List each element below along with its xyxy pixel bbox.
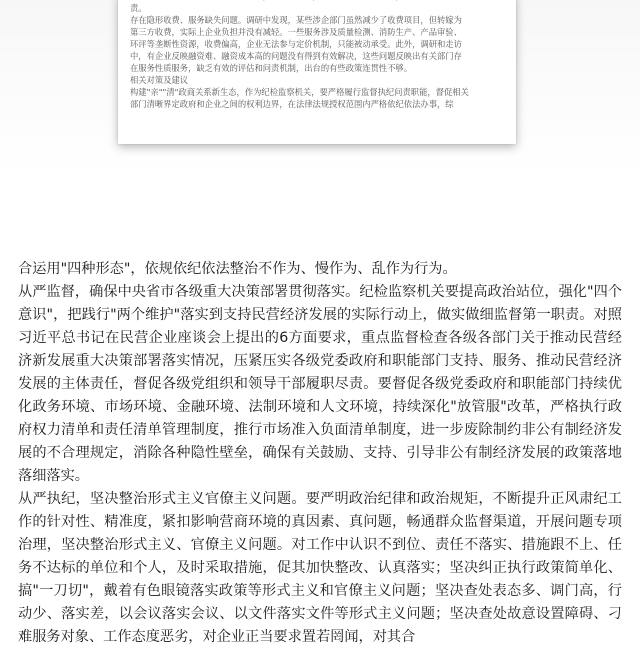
scanned-page-area	[0, 0, 640, 175]
paragraph: 合运用"四种形态"，依规依纪依法整治不作为、慢作为、乱作为行为。	[18, 261, 457, 277]
card-line	[130, 0, 506, 2]
paragraph: 从严监督，确保中央省市各级重大决策部署贯彻落实。纪检监察机关要提高政治站位，强化"四个意识"，把践行"两个维护"落实到支持民营经济发展的实际行动上，做实做细监督第一职责。对照习近平总书记在民营企业座谈会上提出的6方面要求，重点监督检查各级各部门关于推动民营经济新发展重大决策部署落实情况，压紧压实各级党委政府和职能部门支持、服务、推动民营经济发展的主体责任，督促各级党组织和领导干部履职尽责。要督促各级党委政府和职能部门持续优化政务环境、市场环境、金融环境、法制环境和人文环境，持续深化"放管服"改革，严格执行政府权力清单和责任清单管理制度，推行市场准入负面清单制度，进一步废除制约非公有制经济发展的不合理规定，消除各种隐性壁垒，确保有关鼓励、支持、引导非公有制经济发展的政策落地落细落实。	[18, 284, 622, 484]
card-line: 存在隐形收费、服务缺失问题。调研中发现，某些涉企部门虽然减少了收费项目，但转嫁为	[130, 15, 462, 25]
scanned-page-text	[118, 0, 516, 110]
card-line: 第三方收费，实际上企业负担并没有减轻。一些服务涉及质量检测、消防生产、产品审验、	[130, 27, 462, 37]
card-line: 责。	[130, 3, 147, 13]
card-line: 在服务性质服务，缺乏有效的评估和问责机制，出台的有些政策连贯性不够。	[130, 63, 413, 73]
card-line: 环评等垄断性资源，收费偏高，企业无法参与定价机制，只能被动承受。此外，调研和走访	[130, 39, 462, 49]
card-line: 中，有企业反映融资难、融资成本高的问题没有得到有效解决，这些问题反映出有关部门存	[130, 51, 462, 61]
card-line: 部门清晰界定政府和企业之间的权利边界，在法律法规授权范围内严格依纪依法办事，综	[130, 99, 454, 109]
card-line: 构建"亲""清"政商关系新生态，作为纪检监察机关，要严格履行监督执纪问责职能，督促相关	[130, 87, 469, 97]
paragraph: 从严执纪，坚决整治形式主义官僚主义问题。要严明政治纪律和政治规矩，不断提升正风肃纪工作的针对性、精准度，紧扣影响营商环境的真因素、真问题，畅通群众监督渠道，开展问题专项治理，坚决整治形式主义、官僚主义问题。对工作中认识不到位、责任不落实、措施跟不上、任务不达标的单位和个人，及时采取措施，促其加快整改、认真落实；坚决纠正执行政策简单化、搞"一刀切"，戴着有色眼镜落实政策等形式主义和官僚主义问题；坚决查处表态多、调门高，行动少、落实差，以会议落实会议、以文件落实文件等形式主义问题；坚决查处故意设置障碍、刁难服务对象、工作态度恶劣，对企业正当要求置若罔闻，对其合	[18, 491, 622, 645]
document-body	[18, 258, 622, 649]
card-heading: 相关对策及建议	[130, 75, 189, 85]
scanned-page-card	[118, 0, 516, 144]
